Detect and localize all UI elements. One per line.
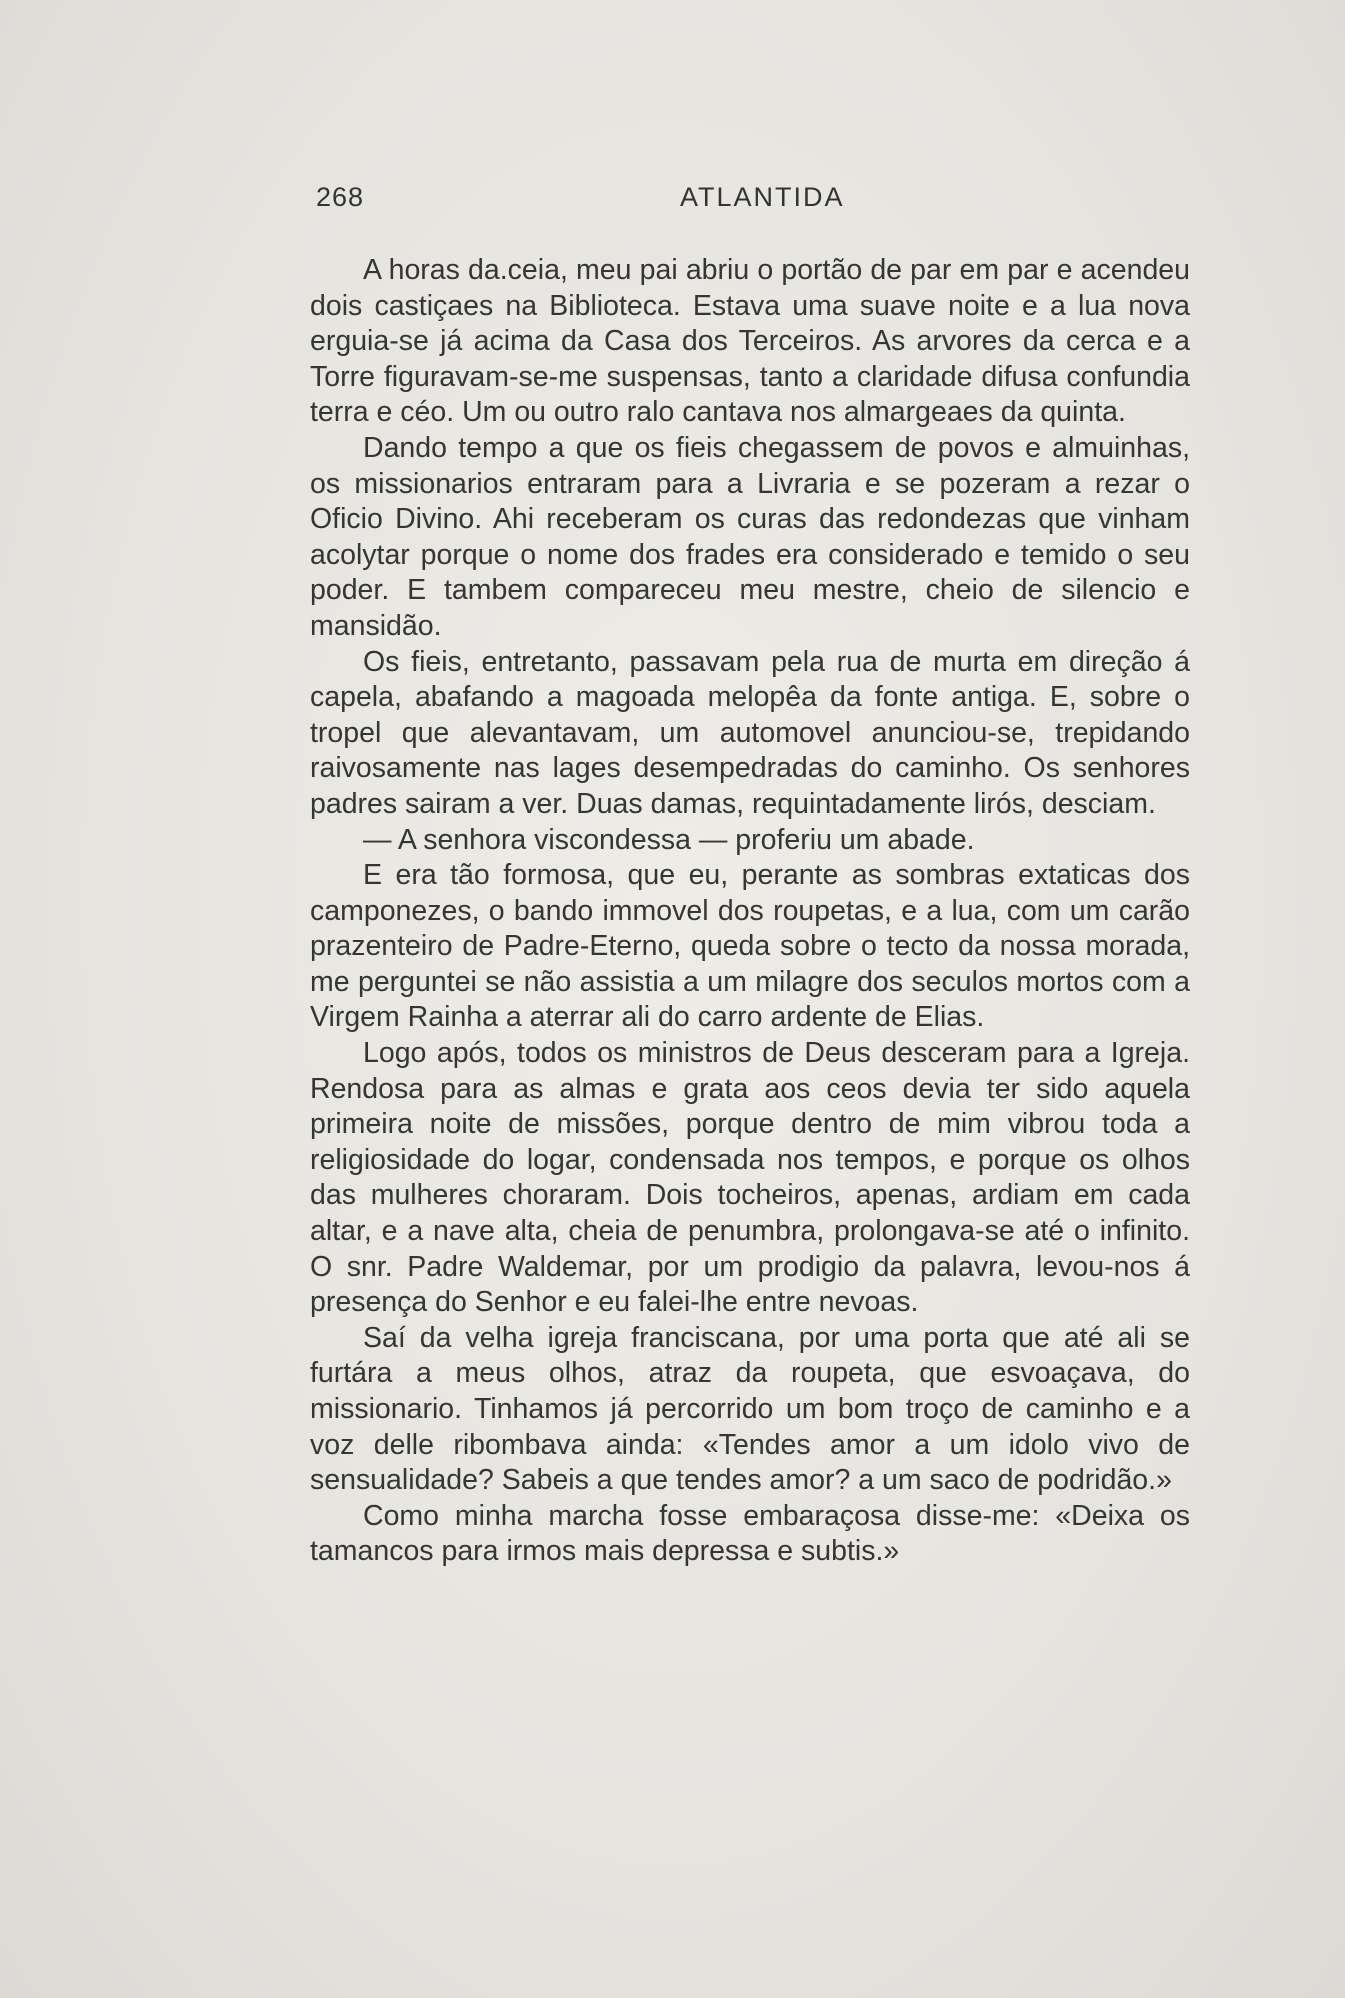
body-text (310, 253, 1190, 1570)
page-header (316, 182, 1184, 222)
paragraph: Dando tempo a que os fieis chegassem de povos e almuinhas, os missionarios entraram para a Livraria e se pozeram a rezar o Oficio Divino. Ahi receberam os curas das redondezas que vinham acolytar porque o nome dos frades era considerado e temido o seu poder. E tambem compareceu meu mestre, cheio de silencio e mansidão. (310, 431, 1190, 642)
paragraph: — A senhora viscondessa — proferiu um abade. (363, 823, 975, 856)
paragraph: Logo após, todos os ministros de Deus desceram para a Igreja. Rendosa para as almas e grata aos ceos devia ter sido aquela primeira noite de missões, porque dentro de mim vibrou toda a religiosidade do logar, condensada nos tempos, e porque os olhos das mulheres choraram. Dois tocheiros, apenas, ardiam em cada altar, e a nave alta, cheia de penumbra, prolongava-se até o infinito. O snr. Padre Waldemar, por um prodigio da palavra, levou-nos á presença do Senhor e eu falei-lhe entre nevoas. (310, 1037, 1190, 1319)
paragraph: Como minha marcha fosse embaraçosa disse-me: «Deixa os tamancos para irmos mais depressa e subtis.» (310, 1499, 1190, 1568)
paragraph: Os fieis, entretanto, passavam pela rua de murta em direção á capela, abafando a magoada melopêa da fonte antiga. E, sobre o tropel que alevantavam, um automovel anunciou-se, trepidando raivosamente nas lages desempedradas do caminho. Os senhores padres sairam a ver. Duas damas, requintadamente lirós, desciam. (310, 645, 1190, 820)
paragraph: E era tão formosa, que eu, perante as sombras extaticas dos camponezes, o bando immovel dos roupetas, e a lua, com um carão prazenteiro de Padre-Eterno, queda sobre o tecto da nossa morada, me perguntei se não assistia a um milagre dos seculos mortos com a Virgem Rainha a aterrar ali do carro ardente de Elias. (310, 859, 1190, 1034)
paragraph: Saí da velha igreja franciscana, por uma porta que até ali se furtára a meus olhos, atraz da roupeta, que esvoaçava, do missionario. Tinhamos já percorrido um bom troço de caminho e a voz delle ribombava ainda: «Tendes amor a um idolo vivo de sensualidade? Sabeis a que tendes amor? a um saco de podridão.» (310, 1321, 1190, 1497)
page-number: 268 (316, 182, 365, 212)
running-title: ATLANTIDA (680, 182, 845, 212)
paragraph: A horas da.ceia, meu pai abriu o portão de par em par e acendeu dois castiçaes na Biblioteca. Estava uma suave noite e a lua nova erguia-se já acima da Casa dos Terceiros. As arvores da cerca e a Torre figuravam-se-me suspensas, tanto a claridade difusa confundia terra e céo. Um ou outro ralo cantava nos almargeaes da quinta. (310, 254, 1190, 429)
